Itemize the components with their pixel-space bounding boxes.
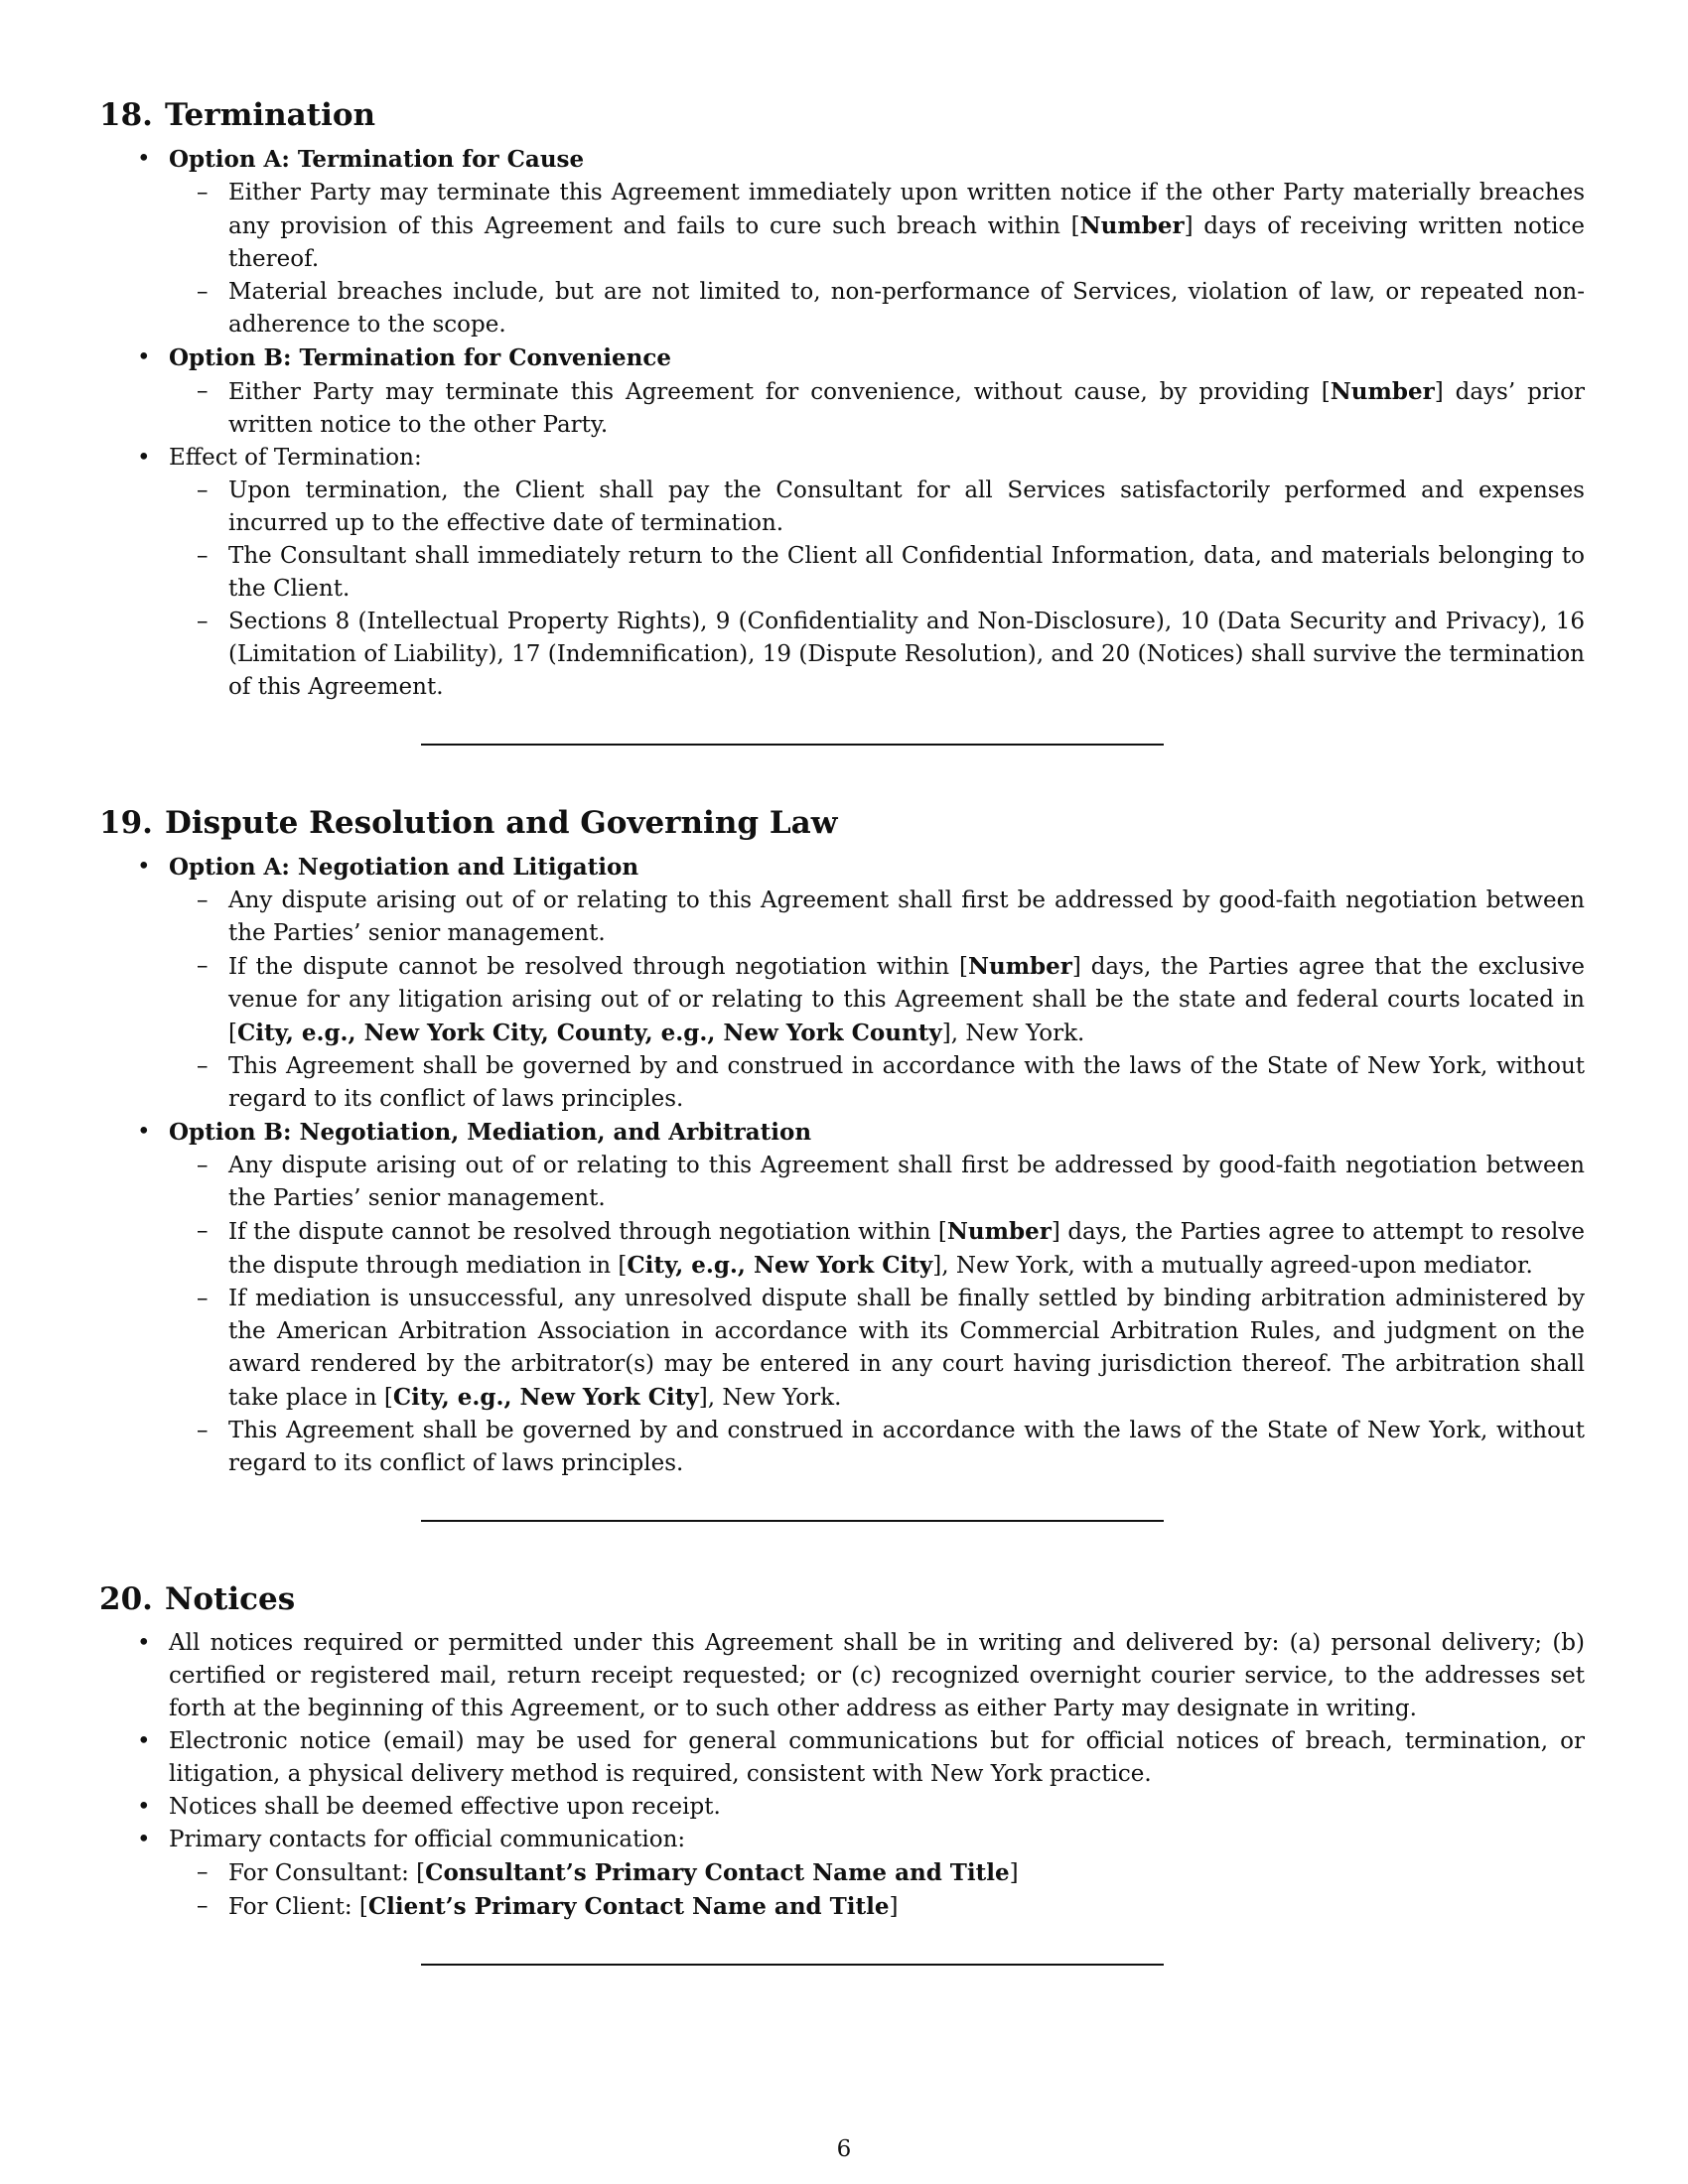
section-termination: [99, 93, 1585, 746]
sub-list-item: [169, 1150, 1585, 1215]
option-heading: Option B: Negotiation, Mediation, and Arbitration: [169, 1119, 812, 1146]
list-item: [99, 143, 1585, 341]
dash-icon: –: [197, 279, 209, 305]
dash-icon: –: [197, 953, 209, 979]
sub-list-item: [169, 276, 1585, 341]
section-list: [99, 1627, 1585, 1924]
list-item: [99, 442, 1585, 704]
sub-list-item: [169, 1050, 1585, 1116]
placeholder-field: Number: [1079, 212, 1185, 239]
list-item: [99, 1791, 1585, 1824]
placeholder-field: City, e.g., New York City, County, e.g., New York County: [236, 1020, 942, 1046]
sub-list: [169, 475, 1585, 704]
sub-list-item: [169, 1890, 1585, 1924]
dash-icon: –: [197, 543, 209, 569]
section-title: Termination: [165, 97, 376, 133]
section-number: 20.: [99, 1581, 153, 1617]
section-heading: [99, 93, 1585, 137]
text-run: ], New York, with a mutually agreed-upon mediator.: [932, 1253, 1533, 1279]
text-run: Any dispute arising out of or relating to this Agreement shall first be addressed by good-faith negotiation between the Parties’ senior management.: [228, 1153, 1585, 1211]
option-heading: Option A: Termination for Cause: [169, 146, 585, 173]
dash-icon: –: [197, 1859, 209, 1885]
bullet-icon: •: [137, 1728, 151, 1754]
placeholder-field: Number: [946, 1218, 1052, 1245]
dash-icon: –: [197, 1218, 209, 1244]
section-dispute-resolution: [99, 801, 1585, 1522]
text-run: Primary contacts for official communication:: [169, 1827, 686, 1852]
page-number: 6: [836, 2136, 852, 2162]
text-run: For Consultant: [: [228, 1860, 426, 1886]
list-item: [99, 341, 1585, 442]
section-number: 19.: [99, 805, 153, 841]
sub-list-item: [169, 885, 1585, 950]
text-run: Either Party may terminate this Agreement for convenience, without cause, by providing [: [228, 379, 1331, 405]
text-run: ] days, the Parties agree to attempt to resolve the dispute through mediation in [: [228, 1219, 1586, 1279]
list-label: Effect of Termination:: [169, 445, 422, 471]
text-run: Either Party may terminate this Agreement immediately upon written notice if the other Party materially breaches any provision of this Agreement and fails to cure such breach within [: [228, 180, 1585, 239]
sub-list-item: [169, 606, 1585, 704]
section-list: [99, 143, 1585, 704]
text-run: ], New York.: [941, 1021, 1085, 1046]
text-run: Material breaches include, but are not limited to, non-performance of Services, violation of law, or repeated non-adherence to the scope.: [228, 279, 1585, 338]
sub-list-item: [169, 1856, 1585, 1890]
text-run: ] days’ prior written notice to the other Party.: [228, 379, 1585, 438]
section-number: 18.: [99, 97, 153, 133]
text-run: ]: [889, 1894, 899, 1920]
placeholder-field: Client’s Primary Contact Name and Title: [367, 1893, 890, 1920]
sub-list: [169, 177, 1585, 341]
section-divider: [421, 1964, 1164, 1966]
bullet-icon: •: [137, 344, 151, 370]
dash-icon: –: [197, 180, 209, 205]
sub-list-item: [169, 540, 1585, 606]
sub-list-item: [169, 375, 1585, 442]
bullet-icon: •: [137, 1794, 151, 1820]
dash-icon: –: [197, 887, 209, 913]
sub-list-item: [169, 475, 1585, 540]
section-list: [99, 851, 1585, 1480]
text-run: This Agreement shall be governed by and construed in accordance with the laws of the State of New York, without regard to its conflict of laws principles.: [228, 1418, 1585, 1476]
text-run: If mediation is unsuccessful, any unresolved dispute shall be finally settled by binding arbitration administered by the American Arbitration Association in accordance with its Commercial Arbitration Rules, and judgment on the award rendered by the arbitrator(s) may be entered in any court having jurisdiction thereof. The arbitration shall take place in [: [228, 1286, 1585, 1411]
placeholder-field: Number: [967, 953, 1072, 980]
option-heading: Option B: Termination for Convenience: [169, 344, 672, 371]
text-run: Electronic notice (email) may be used for general communications but for official notices of breach, termination, or litigation, a physical delivery method is required, consistent with New York practice.: [169, 1728, 1585, 1787]
list-item: [99, 851, 1585, 1116]
sub-list-item: [169, 950, 1585, 1050]
section-heading: [99, 801, 1585, 845]
sub-list: [169, 885, 1585, 1116]
bullet-icon: •: [137, 1827, 151, 1852]
dash-icon: –: [197, 478, 209, 503]
sub-list-item: [169, 1283, 1585, 1415]
text-run: For Client: [: [228, 1894, 368, 1920]
text-run: The Consultant shall immediately return to the Client all Confidential Information, data, and materials belonging to the Client.: [228, 543, 1585, 602]
bullet-icon: •: [137, 146, 151, 172]
bullet-icon: •: [137, 854, 151, 880]
bullet-icon: •: [137, 445, 151, 471]
section-divider: [421, 1520, 1164, 1522]
dash-icon: –: [197, 378, 209, 404]
dash-icon: –: [197, 1418, 209, 1443]
section-heading: [99, 1577, 1585, 1621]
dash-icon: –: [197, 609, 209, 634]
spacer: [99, 1522, 1585, 1577]
sub-list-item: [169, 1415, 1585, 1480]
text-run: Any dispute arising out of or relating to this Agreement shall first be addressed by good-faith negotiation between the Parties’ senior management.: [228, 887, 1585, 946]
sub-list: [169, 375, 1585, 442]
list-item: [99, 1116, 1585, 1480]
sub-list: [169, 1856, 1585, 1924]
text-run: Notices shall be deemed effective upon receipt.: [169, 1794, 721, 1820]
dash-icon: –: [197, 1286, 209, 1311]
list-item: [99, 1627, 1585, 1725]
placeholder-field: City, e.g., New York City: [627, 1252, 933, 1279]
text-run: If the dispute cannot be resolved through negotiation within [: [228, 1219, 947, 1245]
text-run: This Agreement shall be governed by and construed in accordance with the laws of the State of New York, without regard to its conflict of laws principles.: [228, 1053, 1585, 1112]
text-run: ], New York.: [698, 1385, 842, 1411]
list-item: [99, 1725, 1585, 1791]
placeholder-field: City, e.g., New York City: [392, 1384, 699, 1411]
sub-list-item: [169, 177, 1585, 276]
dash-icon: –: [197, 1053, 209, 1079]
section-title: Dispute Resolution and Governing Law: [165, 805, 838, 841]
text-run: If the dispute cannot be resolved through negotiation within [: [228, 954, 968, 980]
text-run: Sections 8 (Intellectual Property Rights), 9 (Confidentiality and Non-Disclosure), 10 (Data Security and Privacy), 16 (Limitation of Liability), 17 (Indemnification), 19 (Dispute Resolution), and 20 (Notices) shall survive the termination of this Agreement.: [228, 609, 1585, 700]
text-run: ] days of receiving written notice thereof.: [228, 213, 1585, 272]
section-title: Notices: [165, 1581, 296, 1617]
list-item: [99, 1824, 1585, 1924]
document-body: [99, 93, 1585, 1966]
spacer: [99, 746, 1585, 801]
text-run: All notices required or permitted under this Agreement shall be in writing and delivered by: (a) personal delivery; (b) certified or registered mail, return receipt requested; or (c) recognized overnight courier service, to the addresses set forth at the beginning of this Agreement, or to such other address as either Party may designate in writing.: [169, 1630, 1585, 1721]
dash-icon: –: [197, 1893, 209, 1919]
dash-icon: –: [197, 1153, 209, 1178]
section-notices: [99, 1577, 1585, 1966]
section-divider: [421, 744, 1164, 746]
sub-list: [169, 1150, 1585, 1480]
text-run: ] days, the Parties agree that the exclusive venue for any litigation arising out of or relating to this Agreement shall be the state and federal courts located in [: [228, 954, 1585, 1046]
bullet-icon: •: [137, 1630, 151, 1656]
text-run: ]: [1009, 1860, 1019, 1886]
option-heading: Option A: Negotiation and Litigation: [169, 854, 639, 881]
text-run: Upon termination, the Client shall pay the Consultant for all Services satisfactorily performed and expenses incurred up to the effective date of termination.: [228, 478, 1585, 536]
placeholder-field: Number: [1330, 378, 1435, 405]
placeholder-field: Consultant’s Primary Contact Name and Title: [425, 1859, 1010, 1886]
sub-list-item: [169, 1215, 1585, 1283]
bullet-icon: •: [137, 1119, 151, 1145]
